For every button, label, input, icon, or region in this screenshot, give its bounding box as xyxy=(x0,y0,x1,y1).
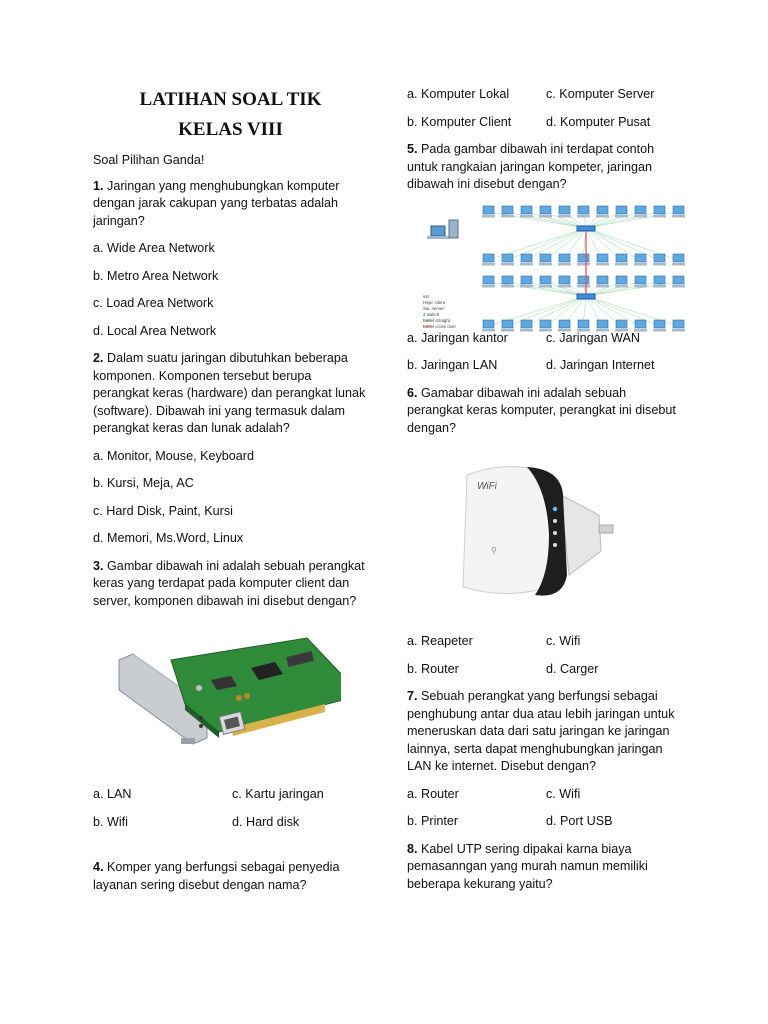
options-row-5-2 xyxy=(407,357,682,375)
question-text: Gamabar dibawah ini adalah sebuah perangkat keras komputer, perangkat ini disebut dengan? xyxy=(407,385,676,435)
computer-icon xyxy=(672,276,685,288)
legend-item: 3 switch xyxy=(423,311,440,317)
computer-icon xyxy=(596,320,609,332)
question-text: Dalam suatu jaringan dibutuhkan beberapa komponen. Komponen tersebut berupa perangkat keras (hardware) dan perangkat lunak (software). Dibawah ini yang termasuk dalam perangkat keras dan lunak adalah? xyxy=(93,351,366,435)
option-6b[interactable]: b. Router xyxy=(407,661,459,676)
computer-icon xyxy=(539,206,552,218)
question-number: 5. xyxy=(407,142,418,156)
question-2 xyxy=(93,350,368,438)
repeater-logo-text: WiFi xyxy=(477,481,497,492)
computer-icon xyxy=(520,276,533,288)
computer-icon xyxy=(653,254,666,266)
computer-icon xyxy=(672,254,685,266)
computer-icon xyxy=(539,254,552,266)
network-link xyxy=(507,212,586,228)
options-row-4-1 xyxy=(407,86,682,104)
section-heading: Soal Pilihan Ganda! xyxy=(93,153,205,167)
option-5c[interactable]: c. Jaringan WAN xyxy=(546,330,641,345)
computer-icon xyxy=(482,320,495,332)
computer-icon xyxy=(482,254,495,266)
question-text: Gambar dibawah ini adalah sebuah perangkat keras yang terdapat pada komputer client dan server, komponen dibawah ini disebut dengan? xyxy=(93,558,365,608)
computer-icon xyxy=(672,320,685,332)
question-number: 7. xyxy=(407,689,418,703)
option-5d[interactable]: d. Jaringan Internet xyxy=(546,358,655,372)
options-row-4-2 xyxy=(407,114,682,132)
computer-icon xyxy=(634,254,647,266)
option-7d[interactable]: d. Port USB xyxy=(546,814,613,828)
option-3c[interactable]: c. Kartu jaringan xyxy=(232,787,324,801)
options-row-3-1 xyxy=(93,786,368,804)
legend-item: Lanel cross over xyxy=(423,323,457,329)
question-6 xyxy=(407,385,682,438)
computer-icon xyxy=(615,320,628,332)
left-column xyxy=(93,88,368,902)
legend-item: Hspc client xyxy=(423,299,446,305)
question-text: Pada gambar dibawah ini terdapat contoh untuk rangkaian jaringan kompeter, jaringan dibawah ini disebut dengan? xyxy=(407,142,655,191)
computer-icon xyxy=(634,276,647,288)
options-row-7-2 xyxy=(407,813,682,831)
option-4a[interactable]: a. Komputer Lokal xyxy=(407,87,510,101)
computer-icon xyxy=(539,320,552,332)
computer-icon xyxy=(577,254,590,266)
question-text: Jaringan yang menghubungkan komputer dengan jarak cakupan yang terbatas adalah jaringan? xyxy=(93,178,340,228)
computer-icon xyxy=(501,254,514,266)
computer-icon xyxy=(520,254,533,266)
computer-icon xyxy=(577,206,590,218)
option-7c[interactable]: c. Wifi xyxy=(546,786,581,801)
network-link xyxy=(488,212,586,228)
option-1a[interactable]: a. Wide Area Network xyxy=(93,241,215,255)
page-subtitle: KELAS VIII xyxy=(178,119,283,140)
option-5b[interactable]: b. Jaringan LAN xyxy=(407,358,498,372)
options-row-7-1 xyxy=(407,786,682,804)
question-7 xyxy=(407,688,682,776)
legend-item: Sw. server xyxy=(423,305,445,311)
computer-icon xyxy=(520,206,533,218)
question-5 xyxy=(407,141,682,194)
right-column xyxy=(407,86,682,901)
question-text: Sebuah perangkat yang berfungsi sebagai penghubung antar dua atau lebih jaringan untuk meneruskan data dari satu jaringan ke jaringan lainnya, serta dapat menghubungkan jaringan LAN ke internet. Disebut dengan? xyxy=(407,689,675,773)
computer-icon xyxy=(653,320,666,332)
computer-icon xyxy=(577,276,590,288)
question-text: Kabel UTP sering dipakai karna biaya pemasanngan yang murah namun memiliki beberapa kekurang yaitu? xyxy=(407,841,648,891)
computer-icon xyxy=(482,276,495,288)
computer-icon xyxy=(634,320,647,332)
wifi-repeater-icon xyxy=(449,455,682,635)
option-2a[interactable]: a. Monitor, Mouse, Keyboard xyxy=(93,448,255,463)
computer-icon xyxy=(501,206,514,218)
option-1d[interactable]: d. Local Area Network xyxy=(93,323,217,338)
computer-icon xyxy=(596,254,609,266)
question-number: 1. xyxy=(93,178,104,193)
computer-icon xyxy=(653,206,666,218)
option-5a[interactable]: a. Jaringan kantor xyxy=(407,330,508,345)
computer-icon xyxy=(615,206,628,218)
question-number: 4. xyxy=(93,860,104,874)
option-3d[interactable]: d. Hard disk xyxy=(232,814,300,829)
option-4c[interactable]: c. Komputer Server xyxy=(546,87,655,101)
question-number: 3. xyxy=(93,558,104,573)
options-row-6-2 xyxy=(407,661,682,679)
legend-item: Lanel straight xyxy=(423,317,451,323)
question-number: 8. xyxy=(407,841,418,856)
computer-icon xyxy=(501,276,514,288)
question-text: Komper yang berfungsi sebagai penyedia layanan sering disebut dengan nama? xyxy=(93,860,340,892)
computer-icon xyxy=(482,206,495,218)
network-card-icon xyxy=(111,620,368,780)
option-2c[interactable]: c. Hard Disk, Paint, Kursi xyxy=(93,503,233,518)
network-link xyxy=(586,212,659,228)
legend-item: sst xyxy=(423,293,429,299)
lan-diagram-icon xyxy=(419,202,682,342)
computer-icon xyxy=(653,276,666,288)
option-6a[interactable]: a. Reapeter xyxy=(407,634,473,648)
option-2b[interactable]: b. Kursi, Meja, AC xyxy=(93,476,194,490)
option-2d[interactable]: d. Memori, Ms.Word, Linux xyxy=(93,531,244,545)
computer-icon xyxy=(501,320,514,332)
computer-icon xyxy=(520,320,533,332)
option-1c[interactable]: c. Load Area Network xyxy=(93,296,214,310)
network-link xyxy=(526,228,586,260)
option-3a[interactable]: a. LAN xyxy=(93,787,132,801)
options-row-3-2 xyxy=(93,814,368,832)
option-7b[interactable]: b. Printer xyxy=(407,814,459,828)
options-row-6-1 xyxy=(407,633,682,651)
computer-icon xyxy=(634,206,647,218)
page-title: LATIHAN SOAL TIK xyxy=(139,89,322,110)
computer-icon xyxy=(672,206,685,218)
option-6d[interactable]: d. Carger xyxy=(546,661,599,676)
computer-icon xyxy=(558,206,571,218)
computer-icon xyxy=(596,206,609,218)
question-1 xyxy=(93,178,368,231)
option-6c[interactable]: c. Wifi xyxy=(546,634,581,648)
computer-icon xyxy=(596,276,609,288)
computer-icon xyxy=(539,276,552,288)
computer-icon xyxy=(558,254,571,266)
question-4 xyxy=(93,859,368,894)
computer-icon xyxy=(558,320,571,332)
network-link xyxy=(526,296,586,326)
option-3b[interactable]: b. Wifi xyxy=(93,814,128,829)
computer-icon xyxy=(615,254,628,266)
option-4b[interactable]: b. Komputer Client xyxy=(407,114,512,129)
svg-text:⚲: ⚲ xyxy=(491,546,497,555)
option-7a[interactable]: a. Router xyxy=(407,786,459,801)
question-number: 6. xyxy=(407,385,418,400)
question-8 xyxy=(407,841,682,894)
option-1b[interactable]: b. Metro Area Network xyxy=(93,268,219,283)
computer-icon xyxy=(577,320,590,332)
computer-icon xyxy=(615,276,628,288)
question-3 xyxy=(93,558,368,611)
question-number: 2. xyxy=(93,351,104,365)
computer-icon xyxy=(558,276,571,288)
option-4d[interactable]: d. Komputer Pusat xyxy=(546,114,651,129)
